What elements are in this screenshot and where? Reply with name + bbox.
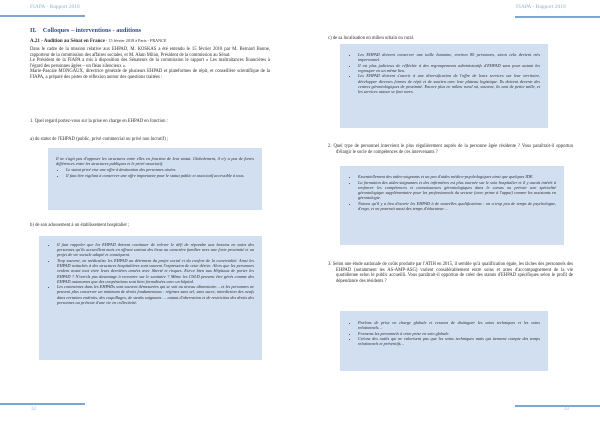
footer-rule [0,403,85,405]
intro-paragraph: Le Président de la FIAPA a mis à disposition des Sénateurs de la commission le rapport « Les maltraitances financières à l'égard des personnes âgées – un fléau silencieux ». [30,58,270,69]
answer-item: • Parlons de prise en charge globale et cessons de distinguer les soins techniques et les soins relationnels… [358,320,540,330]
answer-item: • Créons des outils qui ne valorisent pas que les soins techniques mais qui tiennent compte des temps relationnels et préventifs… [358,336,540,346]
answer-box-2 [340,166,564,245]
answer-item: • La formation des aides-soignantes et des infirmières est plus tournée sur le soin hospitalier et il y aurait intérêt à renforcer les compétences et connaissances gérontologiques dans le cursus ou prévoir une spécialité gérontologique supplémentaire pour les professionnels du secteur (avec prime à l'appui) comme les assistants en gérontologie. [358,180,556,201]
subsection-date: - 15 février 2018 à Paris - FRANCE [104,38,167,43]
answer-box-3 [340,311,548,371]
answer-paragraph: Il ne s'agit pas d'opposer les structures entre elles en fonction de leur statut. Globalement, il n'y a pas de fortes différences entre les structures publiques et le privé associatif. [56,156,254,167]
question-1: 1. Quel regard portez-vous sur la prise en charge en EHPAD en fonction : [30,119,168,124]
subsection-heading [30,38,167,44]
question-1c: c) de sa localisation en milieu urbain ou rural. [328,36,415,41]
answer-item: • Il est plus judicieux de réfléchir à des regroupements administratifs d'EHPAD sans pour autant les regrouper en un même lieu. [358,63,540,73]
answer-item: • Formons les personnels à cette prise en soin globale. [358,331,540,336]
intro-paragraph: Marie-Pascale MONGAUX, directrice générale de plusieurs EHPAD et plateformes de répit, et conseillère scientifique de la FIAPA, a préparé des pistes de réflexion autour des questions traitées : [30,69,270,80]
answer-item: • Notons qu'il y a lieu d'ouvrir les EHPAD à de nouvelles qualifications : on a trop peu de temps de psychologue, d'ergo, et on pourrait aussi des temps d'éducateur… [358,201,556,211]
page-number: 33 [564,407,569,412]
running-header: FIAPA - Rapport 2018 [30,4,80,10]
page-number: 32 [31,407,36,412]
answer-item: • Il faut être vigilant à conserver une offre importante pour le statut public et associatif accessible à tous. [66,173,254,178]
question-1a: a) du statut de l'EHPAD (public, privé commercial ou privé non lucratif) ; [30,137,169,142]
answer-item: • Trop souvent, on médicalise les EHPAD au détriment du projet social et du confort de la convivialité. Ainsi les EHPAD rattachés à des structures hospitalières sont souvent l'expression de cette dérive. Alors que les personnes veulent avant tout vivre leurs dernières années avec liberté et risques. Est-ce bien aux Hôpitaux de porter les EHPAD ? N'ont-ils pas davantage à recentrer sur le sanitaire ? Même les USLD peuvent être gérés comme des EHPAD autonomes que des coopérations sont bien formalisées avec un hôpital. [57,258,254,284]
section-heading [30,27,141,34]
section-title: Colloques – interventions - auditions [42,27,142,34]
answer-item: • Essentiellement des aides-soignants et un peu d'aides médico-psychologiques ainsi que quelques IDE. [358,174,556,179]
header-rule [515,16,600,18]
running-header: FIAPA - Rapport 2018 [516,4,566,10]
answer-item: • Les EHPAD doivent s'ouvrir à une diversification de l'offre de leurs services sur leur territoire, développer diverses formes de répit et de soutien avec leur plateau logistique. Ils doivent devenir des centres gérontologiques de proximité. Encore plus en milieu rural où, souvent, ils sont de petite taille, et les services autour se font rares. [358,73,540,94]
answer-box-1c [340,44,548,128]
footer-rule [515,405,600,407]
question-1b: b) de son adossement à un établissement hospitalier ; [30,223,130,228]
right-page [300,0,600,424]
answer-item: • Les contraintes dans les EHPADs sont souvent démesurées qui se soit au niveau alimentaire… et les personnes ne peuvent plus conserver un minimum de droits fondamentaux : régimes sans sel, sans sucre, interdiction des oeufs dans certaines endroits, des coquillages, de steaks saignants … autant d'aberration et de restriction des droits des personnes au prétexte d'une vie en collectivité. [57,284,254,305]
subsection-title: A.21 - Audition au Sénat en France [30,39,105,44]
answer-item: • Les EHPAD doivent conserver une taille humaine, environ 80 personnes, sinon cela devient très impersonnel. [358,52,540,62]
intro-text [30,47,270,81]
answer-item: • Il faut rappeler que les EHPAD doivent continuer de relever le défi de répondre aux besoins en soins des personnes qu'ils accueillent mais en offrant surtout des lieux au caractère familier avec une forte proximité et un projet de vie sociale adapté et conséquent. [57,242,254,258]
question-2: 2. Quel type de personnel intervient le plus régulièrement auprès de la personne âgée résidente ? Vous paraîtrait-il opportun d'élargir le socle de compétences de ces intervenants ? [328,144,573,155]
section-number: II. [30,27,37,34]
intro-paragraph: Dans le cadre de la mission relative aux EHPAD, M. KOSKAS a été entendu le 15 février 2018 par M. Bernard Bonne, rapporteur de la commission des affaires sociales, et M. Alain Milon, Président de la commission au Sénat. [30,47,270,58]
answer-box-1a [48,148,262,210]
answer-box-1b [39,236,262,360]
answer-item: • Le statut privé vise une offre à destination des personnes aisées. [66,167,254,172]
header-rule [0,15,85,17]
question-3: 3. Selon une étude nationale de coûts produite par l'ATIH en 2015, il semble qu'à qualification égale, les tâches des personnels des EHPAD (notamment les AS-AMP-ASG) varient considérablement entre soins et actes d'accompagnement de la vie quotidienne selon le public accueilli. Vous paraîtrait-il opportun de créer des statuts d'EHPAD spécifiques selon le profil de dépendance des résidents ? [328,262,573,284]
